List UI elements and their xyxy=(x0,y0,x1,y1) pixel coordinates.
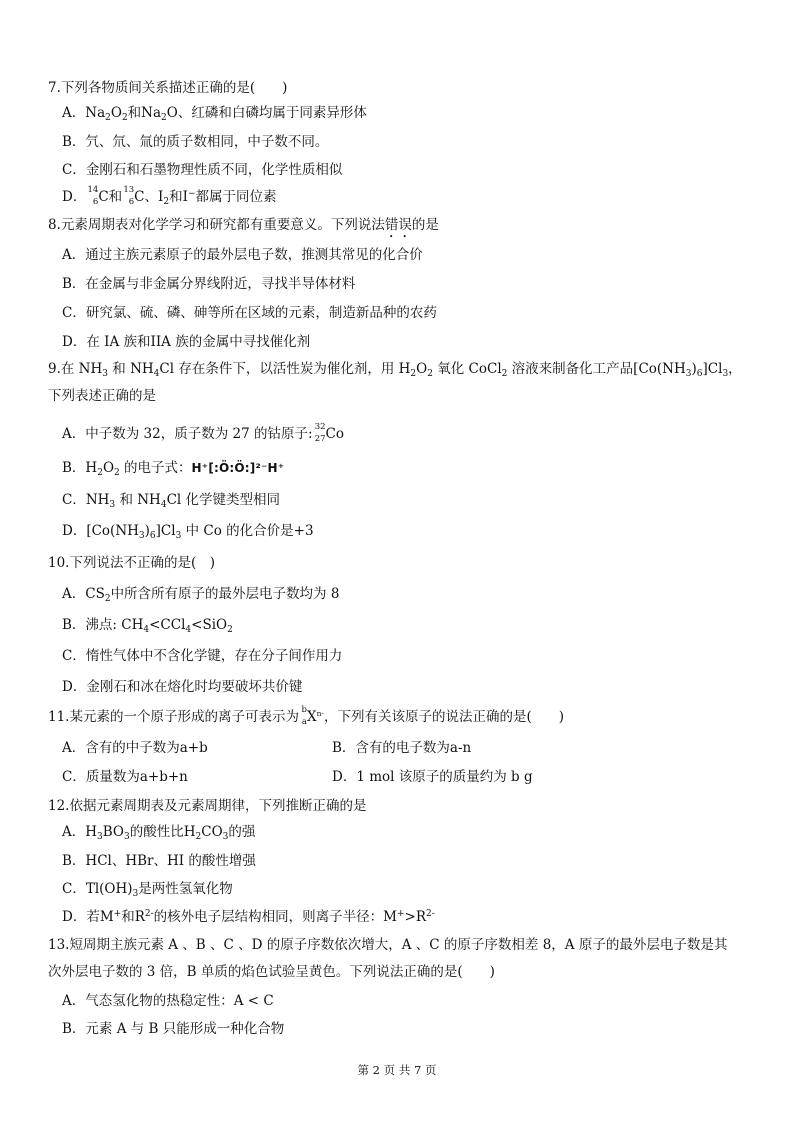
question-8-option-b: B．在金属与非金属分界线附近，寻找半导体材料 xyxy=(62,276,356,292)
question-11-option-b: B．含有的电子数为a-n xyxy=(332,740,472,756)
question-9-option-c: C．$NH_3$ 和 $NH_4Cl$ 化学键类型相同 xyxy=(62,492,281,510)
question-12-option-a: A．$H_3BO_3$的酸性比$H_2CO_3$的强 xyxy=(62,824,256,842)
question-10-option-b: B．沸点: $CH_4<CCl_4<SiO_2$ xyxy=(62,617,233,635)
question-7-option-c: C．金刚石和石墨物理性质不同，化学性质相似 xyxy=(62,162,343,178)
question-8-option-d: D．在 IA 族和IIA 族的金属中寻找催化剂 xyxy=(62,334,311,350)
question-11-option-c: C．质量数为a+b+n xyxy=(62,769,188,785)
question-9-stem-line1: 9.在 $NH_3$ 和 $NH_4Cl$ 存在条件下，以活性炭为催化剂，用 $H_2O_2$ 氧化 CoCl$_2$ 溶液来制备化工产品$[Co(NH_3)_6]Cl_3$， xyxy=(48,361,742,379)
electron-formula: H⁺[:Ö:Ö:]²⁻H⁺ xyxy=(191,461,285,475)
question-11-stem: 11.某元素的一个原子形成的离子可表示为 b a $X^{n-}$，下列有关该原子的说法正确的是( ) xyxy=(48,705,565,727)
question-10-stem: 10.下列说法不正确的是( ) xyxy=(48,555,216,571)
question-8-option-c: C．研究氯、硫、磷、砷等所在区域的元素，制造新品种的农药 xyxy=(62,305,437,321)
question-13-stem-line2: 次外层电子数的 3 倍，B 单质的焰色试验呈黄色。下列说法正确的是( ) xyxy=(48,964,495,980)
question-7-option-d: D． 14 6 C和 13 6 C、$I_2$和I−都属于同位素 xyxy=(62,185,277,207)
page-footer: 第 2 页 共 7 页 xyxy=(357,1063,437,1077)
emphasis-mark: 错误 xyxy=(384,217,412,233)
question-8-stem: 8.元素周期表对化学学习和研究都有重要意义。下列说法错误的是 xyxy=(48,217,439,233)
question-12-option-b: B．HCl、HBr、HI 的酸性增强 xyxy=(62,853,256,869)
question-12-stem: 12.依据元素周期表及元素周期律，下列推断正确的是 xyxy=(48,798,367,814)
question-12-option-d: D．若M+和$R^{2-}$的核外电子层结构相同，则离子半径：$M^+>R^{2-}$ xyxy=(62,909,435,925)
question-12-option-c: C．$Tl(OH)_3$是两性氢氧化物 xyxy=(62,881,233,899)
question-10-option-a: A．$CS_2$中所含所有原子的最外层电子数均为 8 xyxy=(62,586,340,604)
question-7-stem: 7.下列各物质间关系描述正确的是( ) xyxy=(48,80,288,96)
question-13-option-b: B．元素 A 与 B 只能形成一种化合物 xyxy=(62,1021,285,1037)
question-9-stem-line2: 下列表述正确的是 xyxy=(48,388,156,404)
question-7-option-b: B．氕、氘、氚的质子数相同，中子数不同。 xyxy=(62,134,329,150)
question-13-stem-line1: 13.短周期主族元素 A 、B 、C 、D 的原子序数依次增大，A 、C 的原子序数相差 8，A 原子的最外层电子数是其 xyxy=(48,937,728,953)
question-9-option-a: A．中子数为 32，质子数为 27 的钴原子: 32 27 Co xyxy=(62,422,344,444)
question-10-option-c: C．惰性气体中不含化学键，存在分子间作用力 xyxy=(62,648,343,664)
question-11-option-d: D．1 mol 该原子的质量约为 b g xyxy=(332,769,533,785)
question-8-option-a: A．通过主族元素原子的最外层电子数，推测其常见的化合价 xyxy=(62,247,423,263)
question-11-option-a: A．含有的中子数为a+b xyxy=(62,740,208,756)
question-13-option-a: A．气态氢化物的热稳定性：A < C xyxy=(62,993,274,1009)
question-7-option-a: A．$Na_2O_2$和$Na_2O$、红磷和白磷均属于同素异形体 xyxy=(62,105,367,123)
question-10-option-d: D．金刚石和冰在熔化时均要破坏共价键 xyxy=(62,679,303,695)
question-9-option-b: B．$H_2O_2$ 的电子式：H⁺[:Ö:Ö:]²⁻H⁺ xyxy=(62,460,285,478)
question-9-option-d: D．$[Co(NH_3)_6]Cl_3$ 中 Co 的化合价是+3 xyxy=(62,523,314,541)
